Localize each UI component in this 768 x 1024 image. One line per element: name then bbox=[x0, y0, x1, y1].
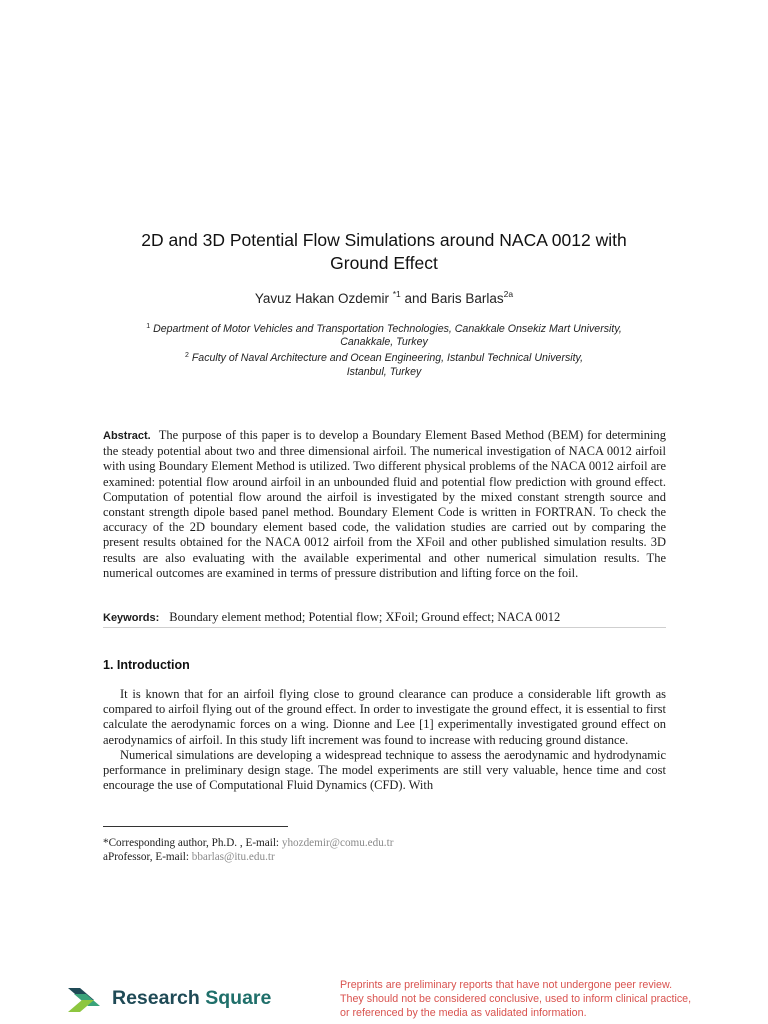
wordmark-part-1: Research bbox=[112, 987, 200, 1009]
footnote-2-email[interactable]: bbarlas@itu.edu.tr bbox=[191, 851, 275, 863]
author-1-sup: *1 bbox=[392, 289, 401, 299]
keywords-label: Keywords: bbox=[103, 612, 160, 624]
abstract-label: Abstract. bbox=[103, 430, 151, 442]
preprint-notice bbox=[340, 978, 740, 1020]
section-heading: 1. Introduction bbox=[103, 658, 190, 672]
author-1-name: Yavuz Hakan Ozdemir bbox=[254, 291, 393, 306]
research-square-logo-icon bbox=[66, 984, 102, 1016]
footnotes bbox=[103, 836, 603, 864]
affiliation-1 bbox=[96, 320, 672, 349]
introduction-body bbox=[103, 687, 666, 793]
author-2-sup: 2a bbox=[503, 289, 514, 299]
affiliation-2-line-2: Istanbul, Turkey bbox=[346, 365, 422, 378]
footnote-2-text: aProfessor, E-mail: bbox=[103, 851, 192, 863]
affiliation-1-sup: 1 bbox=[146, 323, 151, 330]
footnote-1 bbox=[103, 836, 603, 850]
abstract-text: The purpose of this paper is to develop a Boundary Element Based Method (BEM) for determining the steady potential about two and three dimensional airfoil. The numerical investigation of NACA 0012 airfoil with using Boundary Element Method is utilized. Two different physical problems of the NACA 0012 airfoil are examined: potential flow around airfoil in an unbounded fluid and potential flow prediction with ground effect. Computation of potential flow around the airfoil is investigated by the mixed constant strength source and constant strength dipole based panel method. Boundary Element Code is written in FORTRAN. To check the accuracy of the 2D boundary element based code, the validation studies are carried out by comparing the present results obtained for the NACA 0012 airfoil from the XFoil and other published simulation results. 3D results are also evaluating with the available experimental and other numerical simulation results. The numerical outcomes are examined in terms of pressure distribution and lifting force on the foil. bbox=[103, 428, 666, 580]
notice-line-3: or referenced by the media as validated information. bbox=[340, 1007, 587, 1019]
affiliations bbox=[96, 320, 672, 379]
notice-line-1: Preprints are preliminary reports that have not undergone peer review. bbox=[340, 979, 673, 991]
wordmark-part-2: Square bbox=[205, 987, 272, 1009]
footnote-1-text: *Corresponding author, Ph.D. , E-mail: bbox=[103, 837, 282, 849]
footnote-1-email[interactable]: yhozdemir@comu.edu.tr bbox=[281, 837, 394, 849]
intro-paragraph-2: Numerical simulations are developing a widespread technique to assess the aerodynamic and hydrodynamic performance in preliminary design stage. The model experiments are still very valuable, hence time and cost encourage the use of Computational Fluid Dynamics (CFD). With bbox=[103, 747, 666, 793]
author-list bbox=[60, 289, 708, 306]
keywords-text: Boundary element method; Potential flow; XFoil; Ground effect; NACA 0012 bbox=[169, 610, 561, 624]
paper-title-line-1: 2D and 3D Potential Flow Simulations around NACA 0012 with bbox=[141, 230, 627, 250]
intro-paragraph-1: It is known that for an airfoil flying close to ground clearance can produce a considerable lift growth as compared to airfoil flying out of the ground effect. In order to investigate the ground effect, it is essential to first calculate the aerodynamic forces on a wing. Dionne and Lee [1] experimentally investigated ground effect on aerodynamics of airfoil. In this study lift increment was found to increase with reducing ground distance. bbox=[103, 687, 666, 747]
keywords bbox=[103, 610, 666, 625]
author-conjunction: and bbox=[400, 291, 431, 306]
notice-line-2: They should not be considered conclusive, used to inform clinical practice, bbox=[340, 993, 692, 1005]
author-2-name: Baris Barlas bbox=[430, 291, 504, 306]
affiliation-2 bbox=[96, 349, 672, 378]
footnote-2 bbox=[103, 850, 603, 864]
abstract bbox=[103, 428, 666, 581]
affiliation-2-line-1: Faculty of Naval Architecture and Ocean Engineering, Istanbul Technical University, bbox=[191, 352, 584, 365]
affiliation-1-line-2: Canakkale, Turkey bbox=[340, 336, 428, 349]
paper-title bbox=[60, 229, 708, 275]
research-square-wordmark bbox=[112, 987, 271, 1010]
affiliation-1-line-1: Department of Motor Vehicles and Transportation Technologies, Canakkale Onsekiz Mart University, bbox=[153, 323, 622, 335]
footnote-divider bbox=[103, 826, 288, 827]
keywords-divider bbox=[103, 627, 666, 628]
paper-title-line-2: Ground Effect bbox=[330, 253, 438, 273]
affiliation-2-sup: 2 bbox=[184, 352, 189, 360]
